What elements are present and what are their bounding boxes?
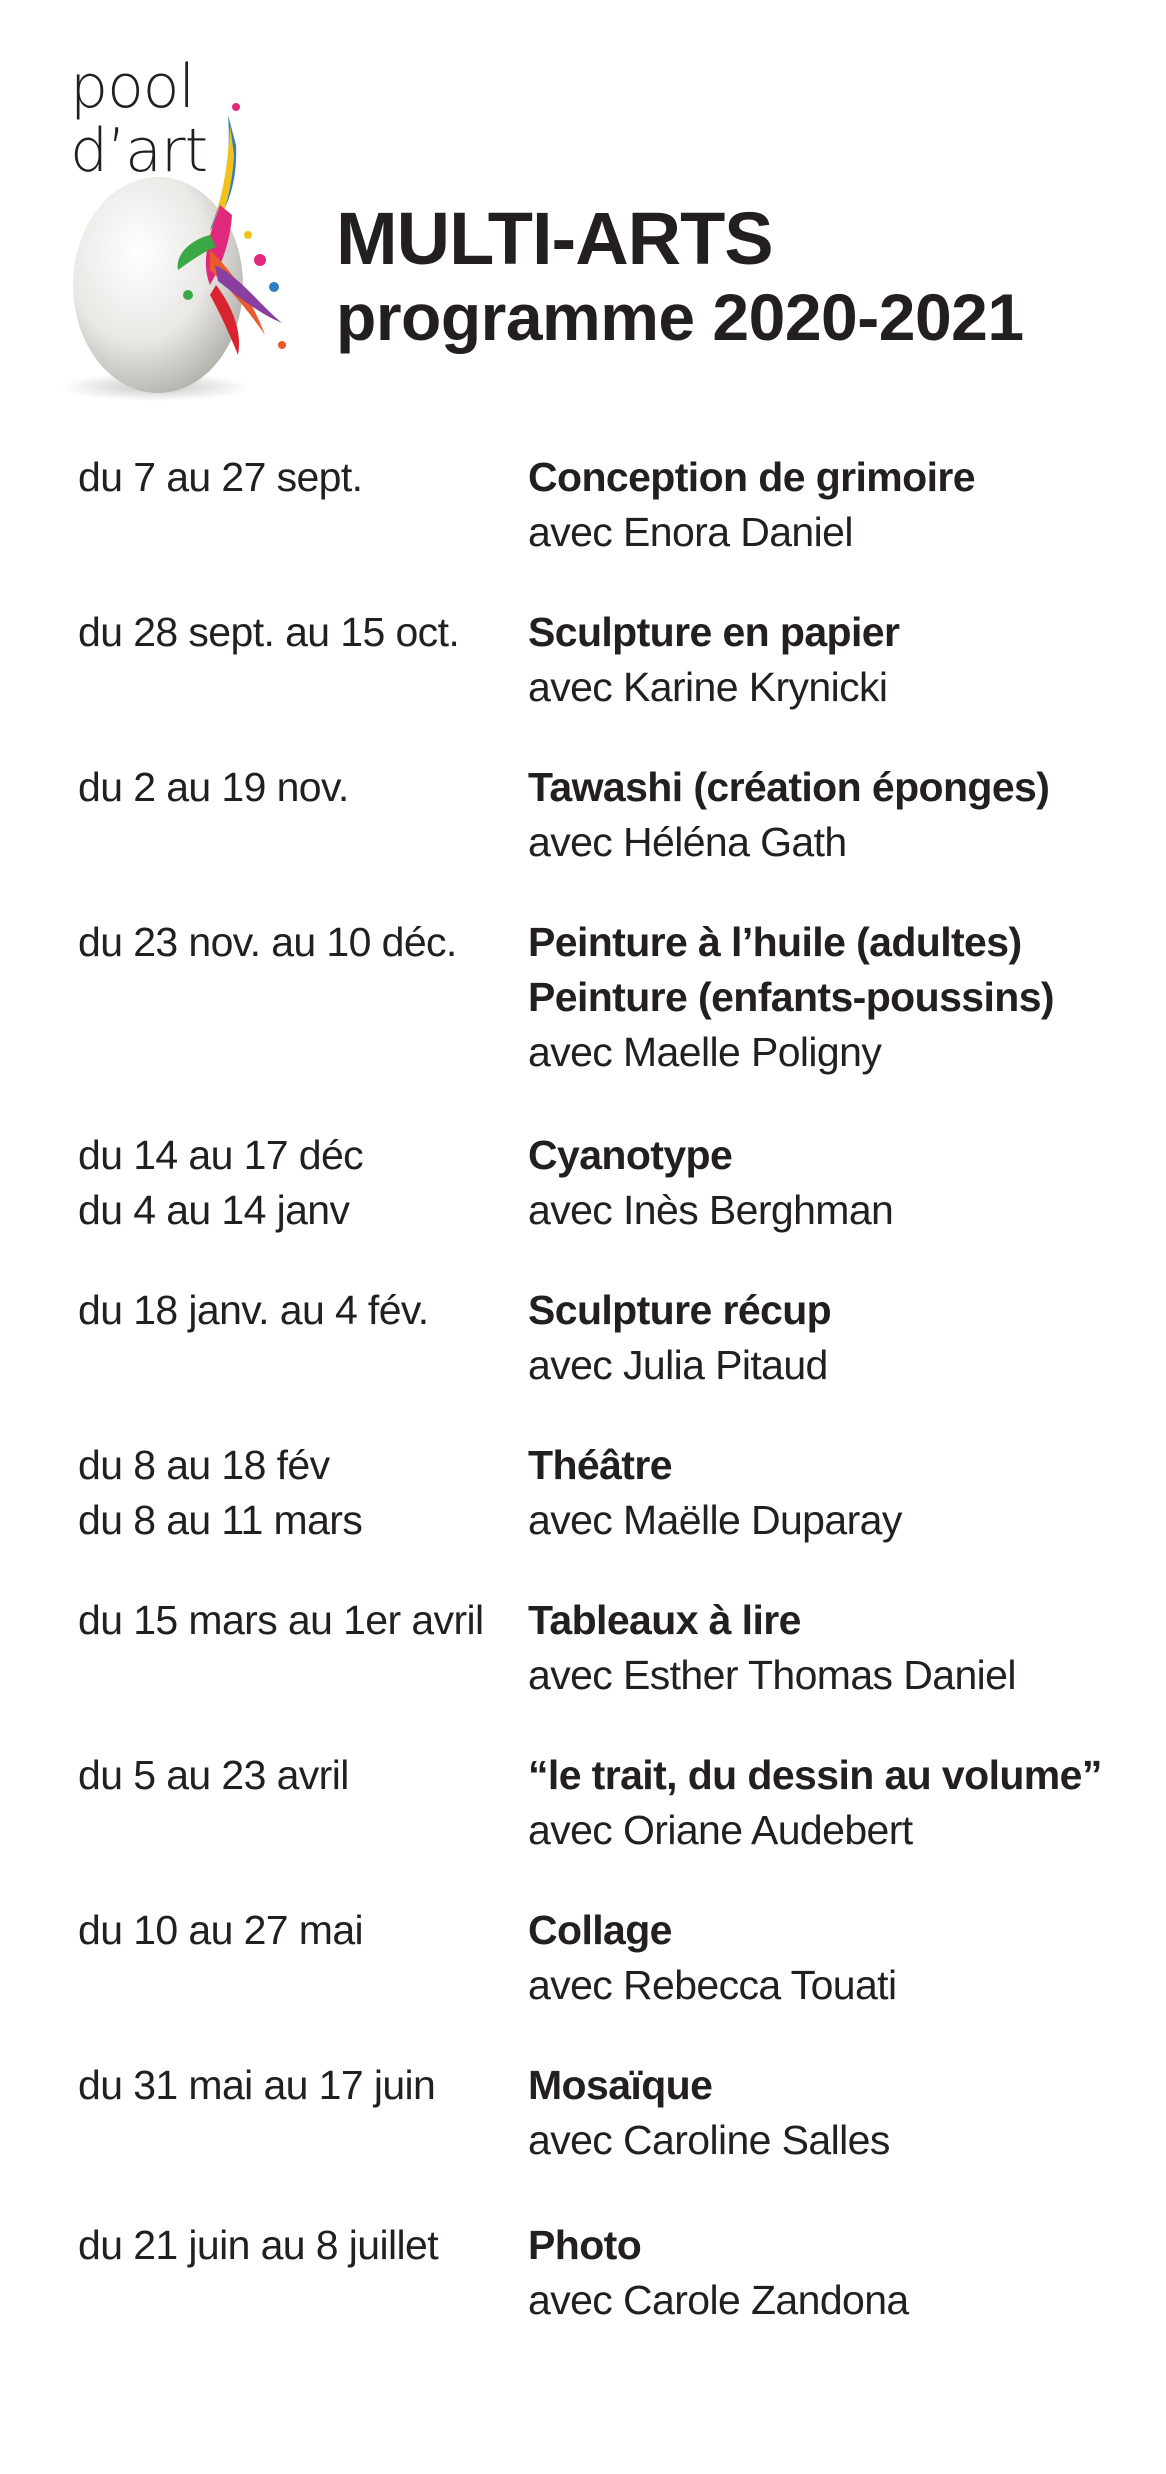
- teacher-name: avec Maëlle Duparay: [528, 1497, 902, 1543]
- date-range: du 28 sept. au 15 oct.: [78, 609, 460, 655]
- program-dates: [78, 1748, 528, 1858]
- date-range: du 31 mai au 17 juin: [78, 2062, 436, 2108]
- teacher-name: avec Enora Daniel: [528, 509, 853, 555]
- course-title: Peinture à l’huile (adultes): [528, 919, 1022, 965]
- date-range: du 4 au 14 janv: [78, 1187, 350, 1233]
- date-range: du 14 au 17 déc: [78, 1132, 364, 1178]
- program-row: [78, 915, 1138, 1080]
- teacher-name: avec Caroline Salles: [528, 2117, 890, 2163]
- date-range: du 8 au 11 mars: [78, 1497, 363, 1543]
- program-info: [528, 1593, 1138, 1703]
- date-range: du 23 nov. au 10 déc.: [78, 919, 457, 965]
- date-range: du 18 janv. au 4 fév.: [78, 1287, 429, 1333]
- course-title: Mosaïque: [528, 2062, 713, 2108]
- program-list: [78, 450, 1138, 2328]
- program-row: [78, 760, 1138, 870]
- program-info: [528, 2218, 1138, 2328]
- program-row: [78, 1593, 1138, 1703]
- program-dates: [78, 605, 528, 715]
- teacher-name: avec Héléna Gath: [528, 819, 847, 865]
- program-dates: [78, 2218, 528, 2328]
- program-info: [528, 915, 1138, 1080]
- date-range: du 21 juin au 8 juillet: [78, 2222, 439, 2268]
- program-info: [528, 605, 1138, 715]
- date-range: du 2 au 19 nov.: [78, 764, 349, 810]
- course-title: Sculpture récup: [528, 1287, 832, 1333]
- program-info: [528, 1128, 1138, 1238]
- program-dates: [78, 1593, 528, 1703]
- teacher-name: avec Maelle Poligny: [528, 1029, 882, 1075]
- course-title: Collage: [528, 1907, 672, 1953]
- program-dates: [78, 1903, 528, 2013]
- date-range: du 8 au 18 fév: [78, 1442, 330, 1488]
- teacher-name: avec Inès Berghman: [528, 1187, 894, 1233]
- program-row: [78, 1438, 1138, 1548]
- date-range: du 7 au 27 sept.: [78, 454, 363, 500]
- program-row: [78, 1748, 1138, 1858]
- program-dates: [78, 1128, 528, 1238]
- program-dates: [78, 2058, 528, 2168]
- date-range: du 15 mars au 1er avril: [78, 1597, 484, 1643]
- teacher-name: avec Esther Thomas Daniel: [528, 1652, 1016, 1698]
- program-dates: [78, 450, 528, 560]
- course-title: Conception de grimoire: [528, 454, 975, 500]
- program-dates: [78, 915, 528, 1080]
- program-info: [528, 1438, 1138, 1548]
- page-title: [336, 197, 1024, 356]
- logo-line-1: pool: [70, 52, 195, 122]
- teacher-name: avec Julia Pitaud: [528, 1342, 828, 1388]
- course-title: Cyanotype: [528, 1132, 733, 1178]
- program-dates: [78, 1283, 528, 1393]
- course-title: Photo: [528, 2222, 642, 2268]
- program-row: [78, 1903, 1138, 2013]
- program-row: [78, 1128, 1138, 1238]
- teacher-name: avec Carole Zandona: [528, 2277, 909, 2323]
- program-row: [78, 2058, 1138, 2168]
- program-info: [528, 1903, 1138, 2013]
- pool-dart-logo: [60, 52, 300, 405]
- program-info: [528, 450, 1138, 560]
- teacher-name: avec Oriane Audebert: [528, 1807, 913, 1853]
- course-title: “le trait, du dessin au volume”: [528, 1752, 1102, 1798]
- date-range: du 10 au 27 mai: [78, 1907, 364, 1953]
- title-subtitle: programme 2020-2021: [336, 280, 1024, 354]
- title-main: MULTI-ARTS: [336, 197, 773, 280]
- course-title: Théâtre: [528, 1442, 672, 1488]
- program-info: [528, 2058, 1138, 2168]
- program-dates: [78, 1438, 528, 1548]
- teacher-name: avec Rebecca Touati: [528, 1962, 897, 2008]
- logo-line-2: d’art: [70, 116, 208, 186]
- course-title: Sculpture en papier: [528, 609, 900, 655]
- course-title: Peinture (enfants-poussins): [528, 974, 1054, 1020]
- date-range: du 5 au 23 avril: [78, 1752, 349, 1798]
- program-row: [78, 450, 1138, 560]
- program-dates: [78, 760, 528, 870]
- program-row: [78, 1283, 1138, 1393]
- logo-wordmark: [70, 52, 208, 186]
- teacher-name: avec Karine Krynicki: [528, 664, 888, 710]
- course-title: Tableaux à lire: [528, 1597, 801, 1643]
- program-row: [78, 2218, 1138, 2328]
- program-info: [528, 1748, 1138, 1858]
- program-row: [78, 605, 1138, 715]
- program-info: [528, 760, 1138, 870]
- course-title: Tawashi (création éponges): [528, 764, 1050, 810]
- program-info: [528, 1283, 1138, 1393]
